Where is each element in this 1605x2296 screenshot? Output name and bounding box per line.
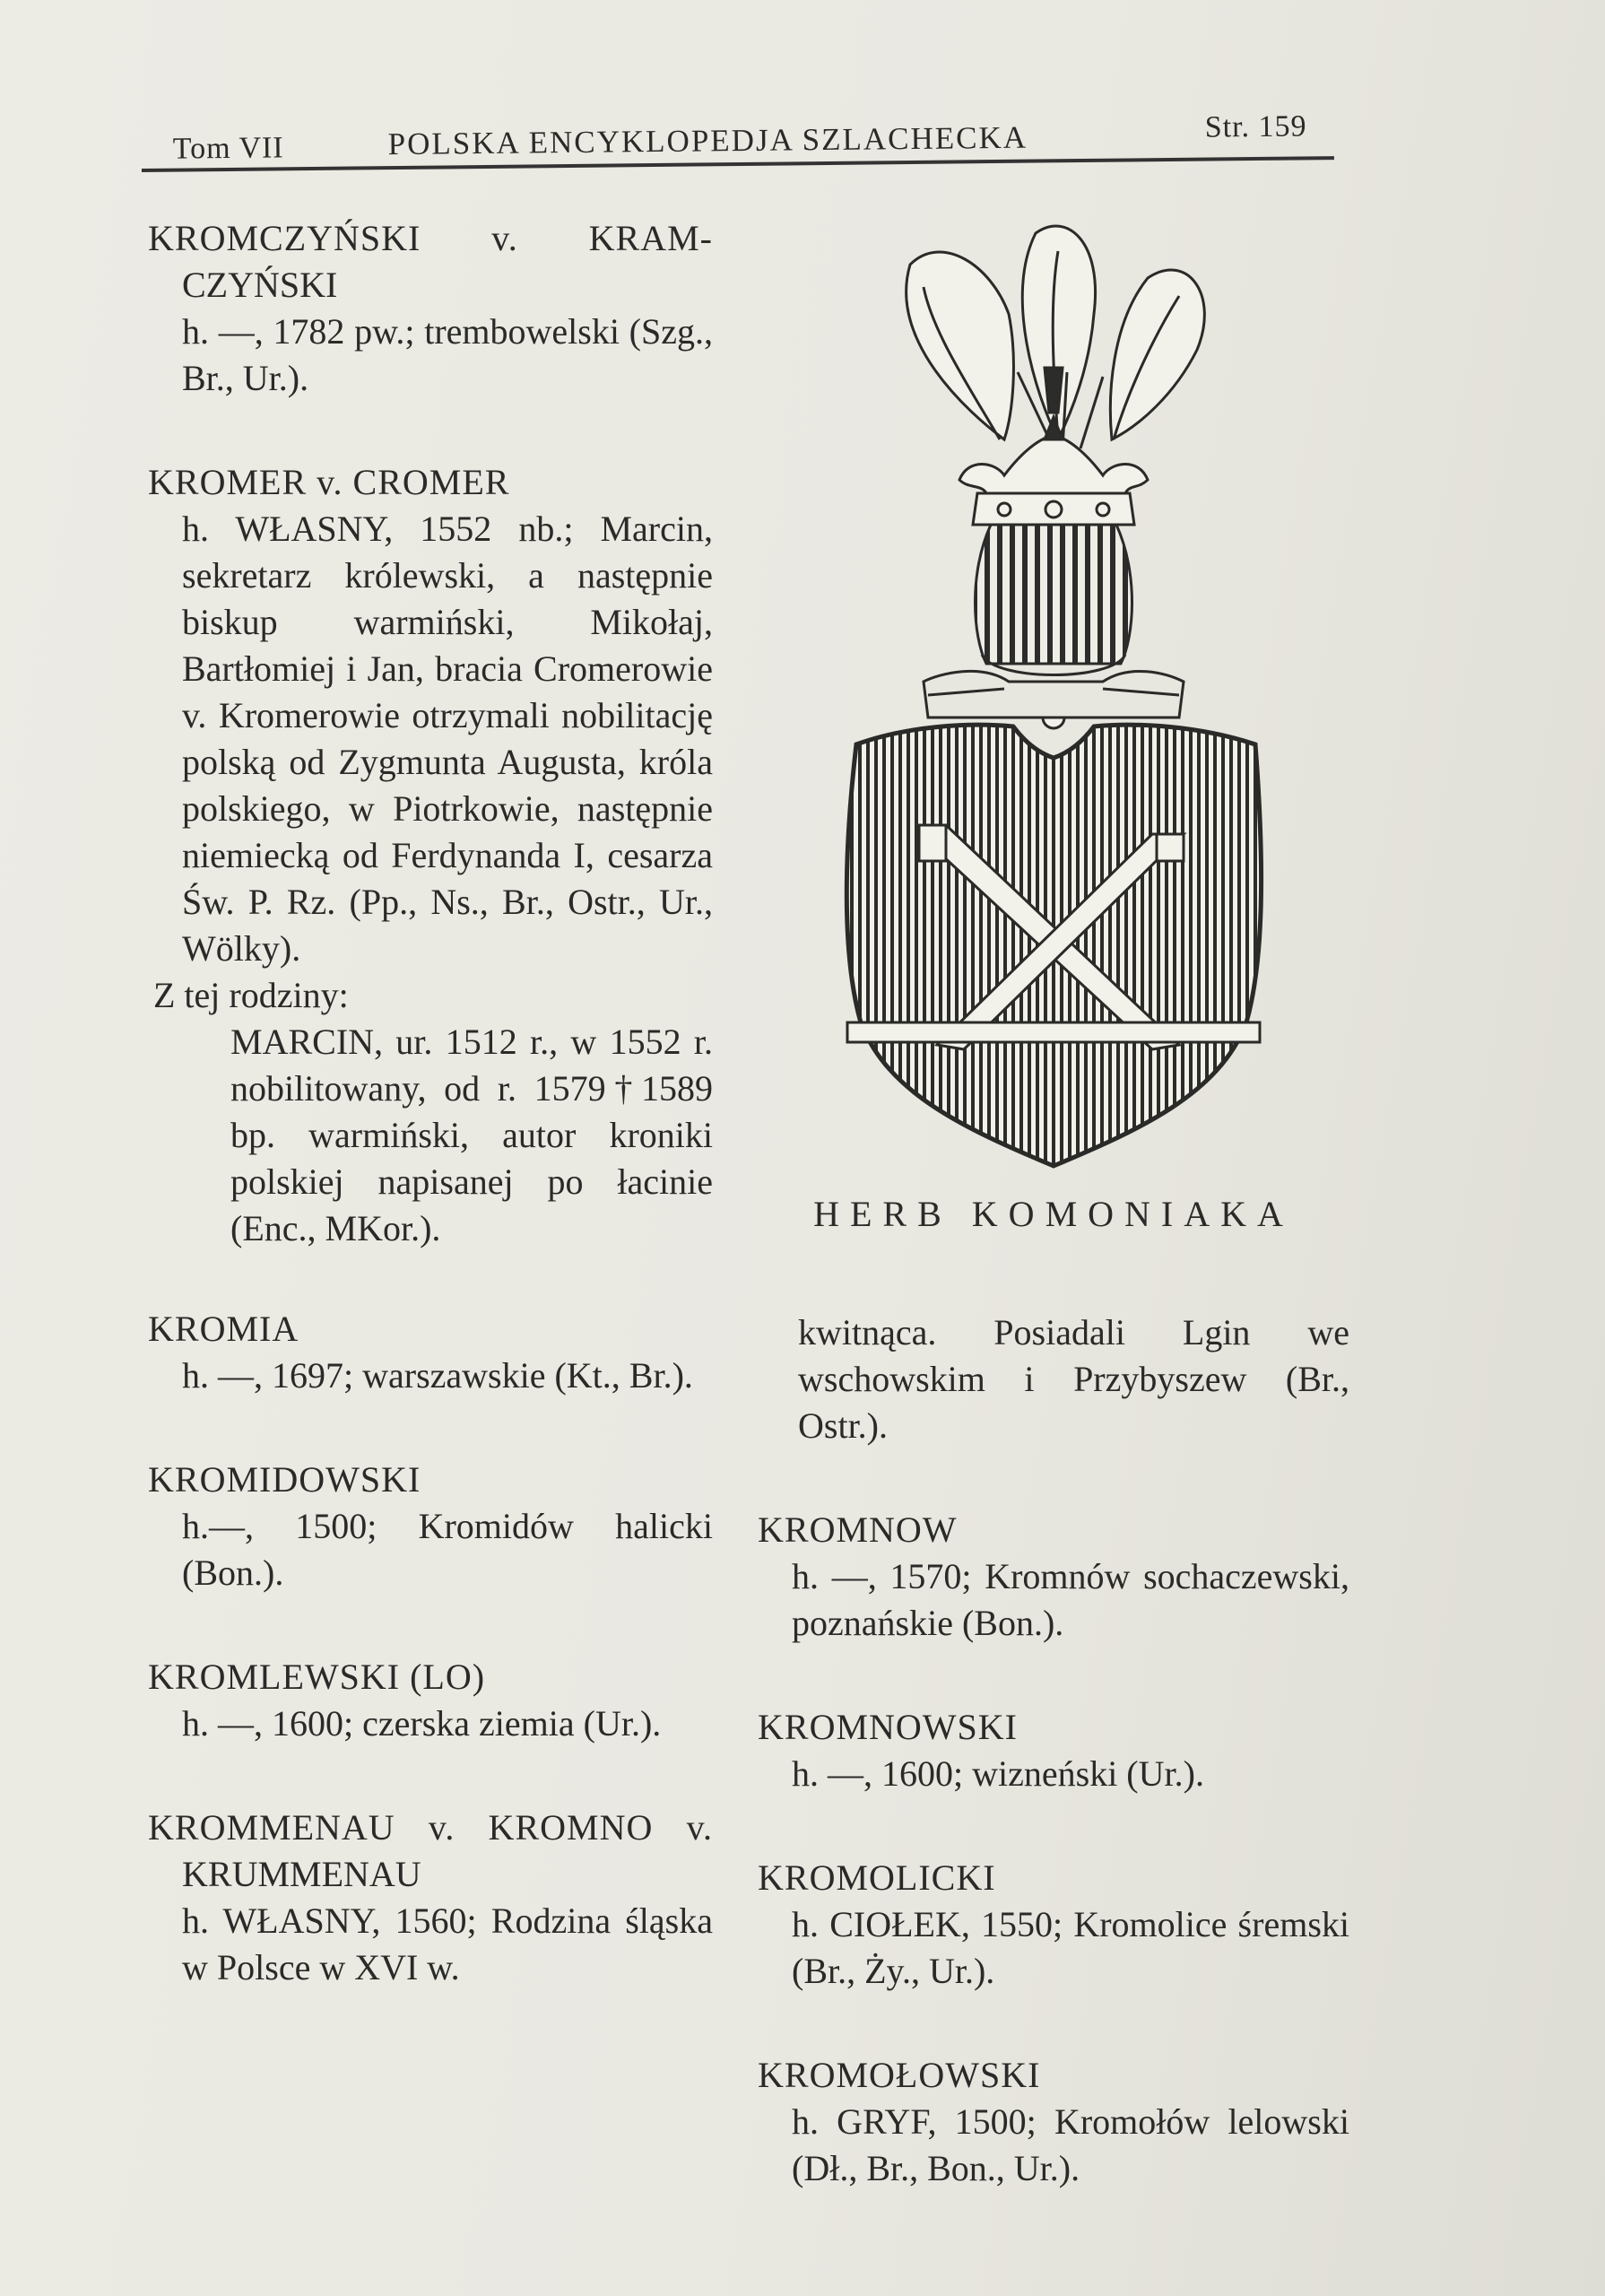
entry-heading: KROMNOWSKI xyxy=(758,1707,1018,1747)
entry-heading: KROMNOW xyxy=(758,1509,958,1550)
entry-kromolowski xyxy=(758,2052,1349,2192)
running-header xyxy=(141,93,1334,172)
coat-of-arms-icon xyxy=(834,215,1282,1184)
entry-heading: KROMLEWSKI (LO) xyxy=(148,1657,486,1697)
entry-text: h. —, 1697; warszawskie (Kt., Br.). xyxy=(182,1355,693,1396)
right-column xyxy=(758,1309,1349,2249)
entry-kromia xyxy=(148,1306,713,1399)
entry-heading-continuation: CZYŃSKI xyxy=(182,265,338,305)
family-members-label: Z tej rodziny: xyxy=(153,975,349,1015)
entry-text: h. —, 1600; wizneński (Ur.). xyxy=(792,1753,1204,1794)
volume-label: Tom VII xyxy=(172,131,284,166)
entry-heading: KROMMENAU v. KROMNO v. xyxy=(148,1807,713,1848)
entry-krommenau xyxy=(148,1805,713,1991)
entry-heading: KROMOLICKI xyxy=(758,1857,996,1898)
entry-kromczynski xyxy=(148,215,713,402)
entry-kromidowski xyxy=(148,1457,713,1596)
entry-text-continuation: kwitnąca. Posiadali Lgin we wschowskim i Przybyszew (Br., Ostr.). xyxy=(798,1312,1349,1446)
entry-heading: KROMER v. CROMER xyxy=(148,462,510,502)
entry-heading: KROMOŁOWSKI xyxy=(758,2055,1041,2095)
entry-heading-continuation: KRUMMENAU xyxy=(182,1854,421,1894)
entry-text: h.—, 1500; Kromidów halicki (Bon.). xyxy=(182,1506,713,1593)
entry-heading: KROMIA xyxy=(148,1309,299,1349)
entry-kromnowski xyxy=(758,1704,1349,1797)
entry-text: h. WŁASNY, 1552 nb.; Marcin, sekretarz królewski, a następnie biskup warmiński, Mikołaj, Bartłomiej i Jan, bracia Cromerowie v. Kromerowie otrzymali nobilitację polską od Zygmunta Augusta, króla polskiego, w Piotrkowie, następnie niemiecką od Ferdynanda I, cesarza Św. P. Rz. (Pp., Ns., Br., Ostr., Ur., Wölky). xyxy=(182,509,713,969)
left-column xyxy=(148,215,713,2048)
entry-krommenau-continuation xyxy=(758,1309,1349,1449)
figure-caption: HERB KOMONIAKA xyxy=(813,1194,1294,1234)
entry-text: h. CIOŁEK, 1550; Kromolice śremski (Br., Ży., Ur.). xyxy=(792,1904,1349,1991)
entry-text: h. —, 1782 pw.; trembowelski (Szg., Br., Ur.). xyxy=(182,311,713,398)
entry-kromnow xyxy=(758,1507,1349,1647)
entry-text: h. —, 1600; czerska ziemia (Ur.). xyxy=(182,1703,662,1744)
entry-text: h. —, 1570; Kromnów sochaczewski, poznańskie (Bon.). xyxy=(792,1556,1349,1643)
encyclopedia-title: POLSKA ENCYKLOPEDJA SZLACHECKA xyxy=(387,119,1028,162)
page-number: Str. 159 xyxy=(1204,109,1307,144)
entry-kromer xyxy=(148,459,713,1252)
entry-heading: KROMIDOWSKI xyxy=(148,1459,421,1500)
entry-text: h. GRYF, 1500; Kromołów lelowski (Dł., Br., Bon., Ur.). xyxy=(792,2101,1349,2188)
entry-kromlewski xyxy=(148,1654,713,1747)
entry-heading: KROMCZYŃSKI v. KRAM- xyxy=(148,218,713,258)
family-member-marcin: MARCIN, ur. 1512 r., w 1552 r. nobilitowany, od r. 1579†1589 bp. warmiński, autor kroniki polskiej napisanej po łacinie (Enc., MKor.). xyxy=(230,1022,713,1248)
entry-text: h. WŁASNY, 1560; Rodzina śląska w Polsce w XVI w. xyxy=(182,1900,713,1987)
entry-kromolicki xyxy=(758,1855,1349,1995)
